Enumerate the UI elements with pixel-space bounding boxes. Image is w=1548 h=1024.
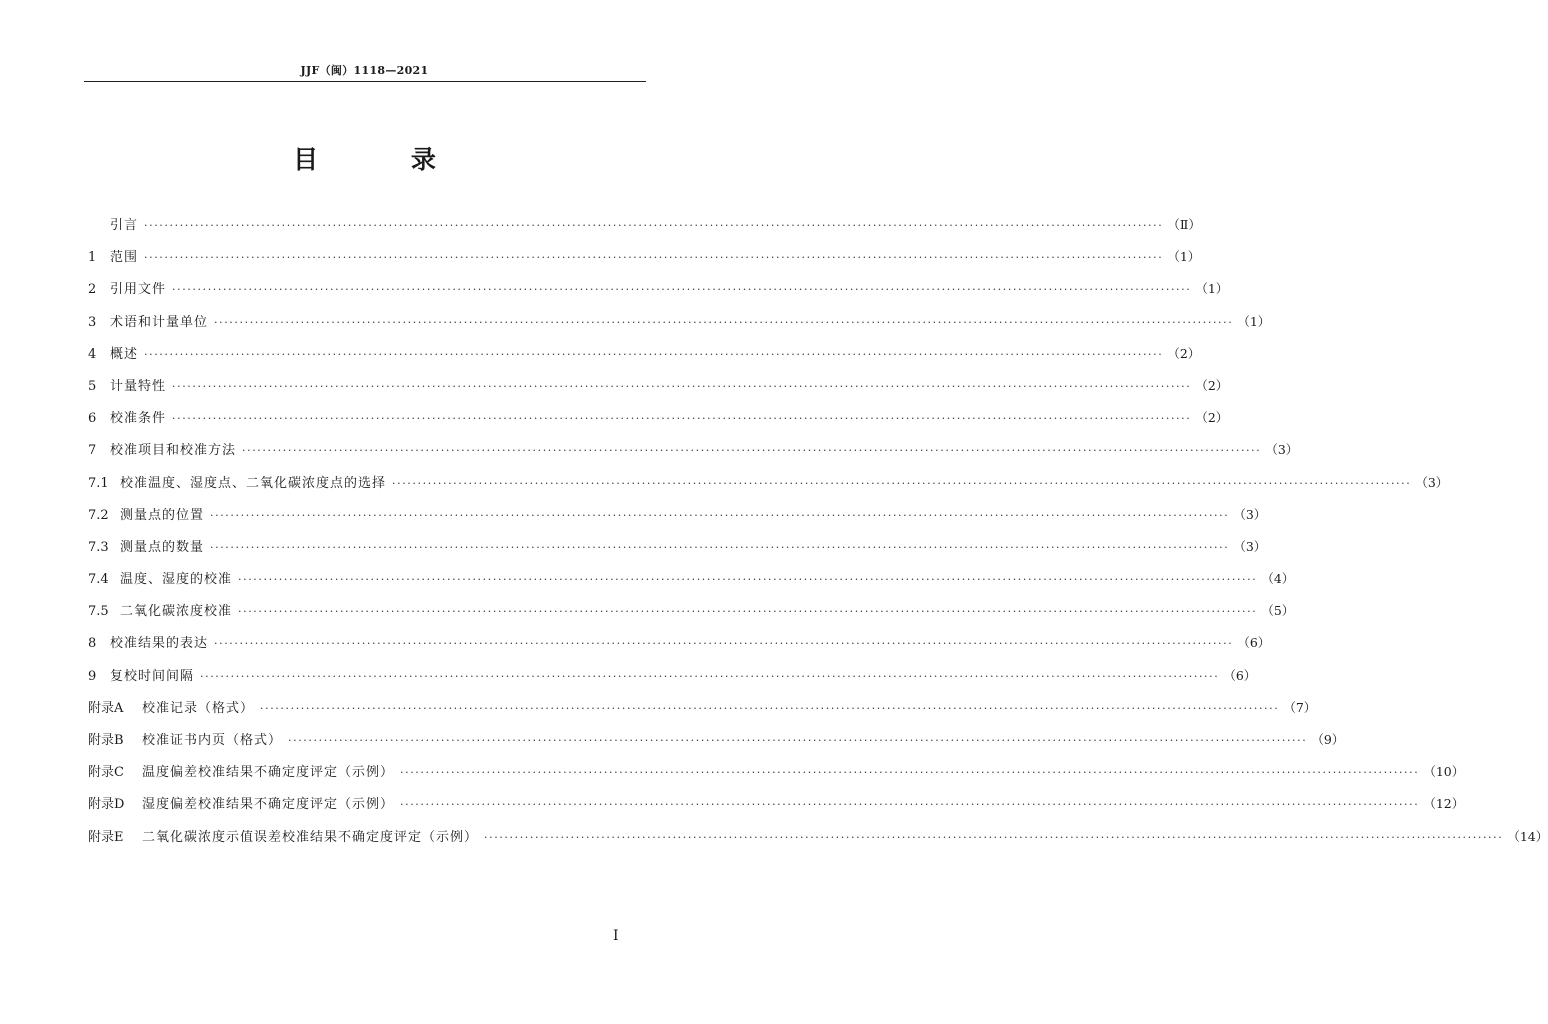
toc-entry-title: 校准条件 (110, 411, 167, 427)
toc-entry-page: （6） (1237, 635, 1271, 651)
toc-entry[interactable] (88, 697, 1317, 729)
toc-entry-page: （2） (1195, 377, 1229, 393)
toc-entry[interactable] (88, 665, 1257, 697)
toc-entry-number: 7.2 (88, 507, 109, 523)
toc-entry[interactable] (88, 826, 1548, 858)
toc-entry[interactable] (88, 729, 1345, 761)
toc-entry-page: （5） (1261, 603, 1295, 619)
toc-entry-number: 2 (88, 282, 97, 298)
toc-entry-title: 温度偏差校准结果不确定度评定（示例） (142, 765, 395, 781)
toc-leader-dots: ········································································································································································································ (144, 251, 1164, 265)
toc-entry-page: （14） (1507, 828, 1548, 844)
toc-entry-title: 计量特性 (110, 378, 167, 394)
standard-code-header: JJF（闽）1118—2021 (300, 64, 429, 77)
toc-leader-dots: ········································································································································································································ (400, 798, 1420, 812)
toc-entry-number: 7.4 (88, 572, 109, 588)
toc-entry[interactable] (88, 246, 1201, 278)
toc-entry-title: 校准记录（格式） (142, 700, 255, 716)
toc-entry-title: 二氧化碳浓度校准 (120, 604, 233, 620)
toc-leader-dots: ········································································································································································································ (400, 766, 1420, 780)
toc-entry-number: 7.5 (88, 604, 109, 620)
toc-leader-dots: ········································································································································································································ (238, 573, 1258, 587)
toc-entry-title: 测量点的数量 (120, 539, 205, 555)
toc-entry-number: 1 (88, 250, 97, 266)
toc-entry-page: （Ⅱ） (1167, 217, 1201, 232)
toc-entry-title: 温度、湿度的校准 (120, 572, 233, 588)
toc-entry-page: （3） (1233, 506, 1267, 522)
toc-entry-page: （3） (1415, 474, 1449, 490)
toc-leader-dots: ········································································································································································································ (260, 701, 1280, 715)
toc-title: 目 录 (293, 145, 478, 174)
toc-entry-page: （12） (1423, 796, 1465, 812)
toc-leader-dots: ········································································································································································································ (144, 347, 1164, 361)
toc-entry[interactable] (88, 600, 1295, 632)
toc-entry-page: （2） (1167, 345, 1201, 361)
toc-entry[interactable] (88, 439, 1299, 471)
toc-entry-number: 附录B (88, 733, 124, 748)
toc-entry[interactable] (88, 761, 1465, 793)
toc-entry-number: 7.3 (88, 539, 109, 555)
toc-entry[interactable] (88, 343, 1201, 375)
toc-entry[interactable] (88, 568, 1295, 600)
toc-entry-title: 二氧化碳浓度示值误差校准结果不确定度评定（示例） (142, 829, 479, 845)
toc-entry-page: （3） (1233, 538, 1267, 554)
toc-entry-title: 引言 (110, 218, 139, 233)
toc-entry-number: 附录E (88, 829, 124, 845)
toc-entry-page: （4） (1261, 571, 1295, 587)
toc-entry-number: 6 (88, 411, 97, 427)
toc-entry-title: 复校时间间隔 (110, 668, 195, 684)
toc-entry-number: 4 (88, 346, 97, 362)
toc-entry[interactable] (88, 504, 1267, 536)
toc-entry[interactable] (88, 375, 1229, 407)
toc-entry[interactable] (88, 311, 1271, 343)
toc-entry-page: （10） (1423, 764, 1465, 780)
toc-entry-number: 9 (88, 668, 97, 684)
toc-entry-title: 术语和计量单位 (110, 314, 209, 330)
toc-entry[interactable] (88, 407, 1229, 439)
toc-entry-page: （3） (1265, 442, 1299, 458)
toc-entry-page: （7） (1283, 699, 1317, 715)
toc-entry-title: 校准项目和校准方法 (110, 443, 237, 459)
toc-entry-title: 校准温度、湿度点、二氧化碳浓度点的选择 (120, 475, 387, 491)
toc-leader-dots: ········································································································································································································ (242, 444, 1262, 458)
toc-entry[interactable] (88, 793, 1465, 825)
toc-entry-page: （9） (1311, 732, 1345, 747)
toc-entry[interactable] (88, 472, 1449, 504)
toc-entry-page: （2） (1195, 410, 1229, 426)
toc-entry-title: 引用文件 (110, 282, 167, 298)
toc-leader-dots: ········································································································································································································ (214, 315, 1234, 329)
toc-leader-dots: ········································································································································································································ (172, 283, 1192, 297)
toc-entry-number: 8 (88, 636, 97, 652)
toc-entry-number: 7.1 (88, 475, 109, 491)
toc-entry-page: （1） (1195, 281, 1229, 297)
toc-leader-dots: ········································································································································································································ (144, 219, 1164, 232)
toc-leader-dots: ········································································································································································································ (210, 540, 1230, 554)
toc-leader-dots: ········································································································································································································ (238, 605, 1258, 619)
toc-leader-dots: ········································································································································································································ (392, 476, 1412, 490)
toc-entry[interactable] (88, 536, 1267, 568)
toc-entry[interactable] (88, 632, 1271, 664)
header-divider (84, 81, 646, 82)
toc-entry[interactable] (88, 278, 1229, 310)
toc-entry-title: 湿度偏差校准结果不确定度评定（示例） (142, 797, 395, 813)
toc-entry-number: 附录C (88, 765, 124, 781)
toc-leader-dots: ········································································································································································································ (484, 830, 1504, 844)
toc-entry-page: （1） (1237, 313, 1271, 329)
toc-entry-title: 校准证书内页（格式） (142, 733, 283, 748)
toc-entry-number: 7 (88, 443, 97, 459)
toc-entry-number: 附录A (88, 700, 124, 716)
toc-leader-dots: ········································································································································································································ (200, 669, 1220, 683)
toc-entry-number: 5 (88, 378, 97, 394)
toc-leader-dots: ········································································································································································································ (214, 637, 1234, 651)
toc-entry-title: 概述 (110, 346, 139, 362)
toc-entry-title: 范围 (110, 250, 139, 266)
toc-leader-dots: ········································································································································································································ (288, 734, 1308, 747)
toc-leader-dots: ········································································································································································································ (210, 508, 1230, 522)
toc-entry-page: （1） (1167, 249, 1201, 265)
toc-entry[interactable] (88, 214, 1201, 246)
toc-entry-title: 测量点的位置 (120, 507, 205, 523)
toc-entry-number: 3 (88, 314, 97, 330)
toc-entry-page: （6） (1223, 667, 1257, 683)
page-number: Ⅰ (613, 928, 619, 944)
toc-entry-title: 校准结果的表达 (110, 636, 209, 652)
toc-entry-number: 附录D (88, 797, 125, 813)
table-of-contents (88, 214, 1548, 858)
toc-leader-dots: ········································································································································································································ (172, 379, 1192, 393)
toc-leader-dots: ········································································································································································································ (172, 412, 1192, 426)
